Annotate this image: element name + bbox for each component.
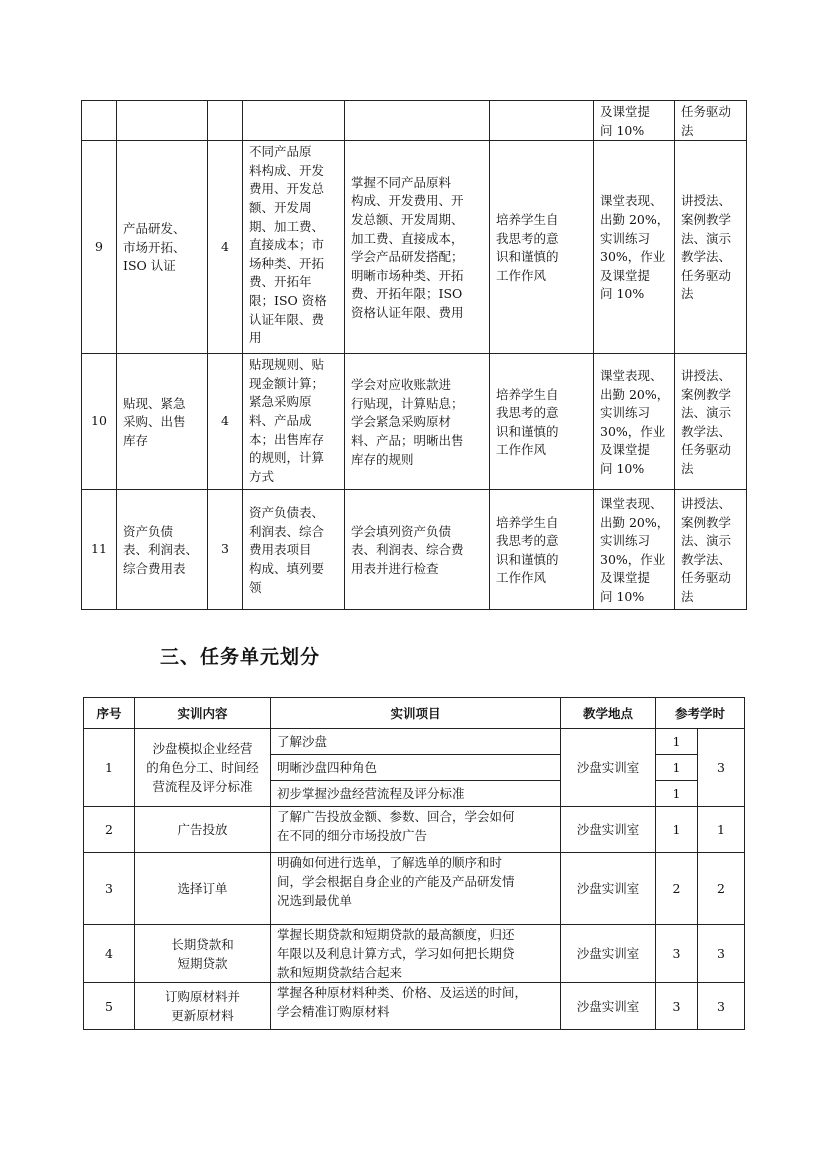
cell-empty (82, 101, 117, 141)
text-line: 直接成本；市 (249, 237, 325, 253)
text-line: 出勤 20%， (600, 514, 670, 530)
content-cell (243, 141, 345, 354)
cell-empty (243, 101, 345, 141)
text-line: 实训练习 (600, 230, 651, 246)
text-line: 教学法、 (681, 551, 732, 567)
cell-empty (490, 101, 594, 141)
method-cell (675, 141, 747, 354)
unit-name-cell (117, 490, 208, 610)
text-line: 法 (681, 460, 694, 476)
text-line: 学会产品研发搭配； (351, 249, 464, 265)
text-line: 学会紧急采购原材 (351, 414, 452, 430)
seq-cell: 2 (84, 807, 135, 853)
text-line: 培养学生自 (496, 386, 559, 402)
project-cell: 了解沙盘 (271, 729, 561, 755)
text-line: 学会对应收账款进 (351, 377, 452, 393)
text-line: 课堂表现、 (600, 495, 663, 511)
text-line: 案例教学 (681, 386, 732, 402)
content-cell (135, 983, 271, 1030)
hours-cell: 1 (656, 729, 698, 755)
text-line: 费、开拓年限；ISO (351, 286, 463, 302)
header-content: 实训内容 (135, 698, 271, 729)
unit-name-cell (117, 354, 208, 490)
hours-cell: 4 (208, 141, 243, 354)
text-line: 额、开发周 (249, 199, 312, 215)
content-cell (135, 729, 271, 807)
text-line: 30%，作业 (600, 423, 666, 439)
text-line: 识和谨慎的 (496, 249, 559, 265)
text-line: 课堂表现、 (600, 193, 663, 209)
cell-empty (345, 101, 490, 141)
text-line: 案例教学 (681, 212, 732, 227)
seq-cell: 9 (82, 141, 117, 354)
text-line: 问 10% (600, 122, 645, 138)
text-line: 讲授法、 (681, 193, 732, 209)
text-line: 贴现、紧急 (123, 395, 186, 411)
text-line: 问 10% (600, 286, 645, 302)
text-line: 30%，作业 (600, 551, 666, 567)
text-line: 选择订单 (177, 881, 228, 896)
content-cell (135, 807, 271, 853)
text-line: 构成、填列要 (249, 560, 325, 576)
text-line: 采购、出售 (123, 414, 186, 430)
text-line: 课堂表现、 (600, 367, 663, 383)
header-location: 教学地点 (561, 698, 656, 729)
text-line: 及课堂提 (600, 570, 651, 586)
quality-cell (490, 490, 594, 610)
table-row-continued (82, 101, 747, 141)
text-line: 用 (249, 330, 262, 346)
hours-cell: 3 (208, 490, 243, 610)
text-line: 认证年限、费 (249, 311, 325, 327)
text-line: 资产负债表、 (249, 505, 325, 521)
hours-cell: 2 (656, 853, 698, 925)
text-line: 料、产品；明晰出售 (351, 432, 464, 448)
task-unit-table (83, 697, 745, 1030)
text-line: 讲授法、 (681, 367, 732, 383)
total-hours-cell: 3 (698, 983, 745, 1030)
quality-cell (490, 354, 594, 490)
text-line: 加工费、直接成本， (351, 230, 464, 246)
hours-cell: 3 (656, 925, 698, 983)
seq-cell: 3 (84, 853, 135, 925)
text-line: 更新原材料 (171, 1008, 234, 1023)
content-cell (135, 925, 271, 983)
project-cell (271, 925, 561, 983)
seq-cell: 5 (84, 983, 135, 1030)
text-line: 的规则，计算 (249, 450, 325, 466)
text-line: 及课堂提 (600, 267, 651, 283)
text-line: 费用表项目 (249, 542, 312, 558)
cell-empty (117, 101, 208, 141)
text-line: 实训练习 (600, 533, 651, 549)
text-line: 资产负债 (123, 523, 174, 539)
text-line: 费、开拓年 (249, 274, 312, 290)
table-row (82, 354, 747, 490)
method-cell (675, 101, 747, 141)
text-line: 紧急采购原 (249, 394, 312, 410)
table-header-row (84, 698, 745, 729)
text-line: 法、演示 (681, 230, 732, 246)
text-line: 短期贷款 (177, 955, 228, 971)
text-line: 任务驱动 (681, 267, 732, 283)
table-row (84, 983, 745, 1030)
content-cell (243, 490, 345, 610)
text-line: ISO 认证 (123, 258, 176, 274)
text-line: 沙盘模拟企业经营 (152, 741, 253, 756)
text-line: 库存的规则 (351, 451, 414, 467)
text-line: 讲授法、 (681, 495, 732, 511)
table-row (84, 853, 745, 925)
hours-cell: 3 (656, 983, 698, 1030)
seq-cell: 11 (82, 490, 117, 610)
seq-cell: 1 (84, 729, 135, 807)
text-line: 产品研发、 (123, 221, 186, 237)
text-line: 款和短期贷款结合起来 (277, 965, 403, 980)
text-line: 问 10% (600, 588, 645, 604)
eval-cell (594, 354, 675, 490)
text-line: 方式 (249, 468, 275, 484)
method-cell (675, 490, 747, 610)
project-cell (271, 853, 561, 925)
eval-cell (594, 490, 675, 610)
project-cell (271, 983, 561, 1030)
hours-cell: 1 (656, 755, 698, 781)
text-line: 实训练习 (600, 405, 651, 421)
text-line: 我思考的意 (496, 533, 559, 549)
total-hours-cell: 2 (698, 853, 745, 925)
method-cell (675, 354, 747, 490)
text-line: 识和谨慎的 (496, 551, 559, 567)
text-line: 本；出售库存 (249, 431, 325, 447)
text-line: 行贴现，计算贴息； (351, 395, 464, 411)
text-line: 任务驱动 (681, 104, 732, 119)
text-line: 及课堂提 (600, 442, 651, 458)
location-cell: 沙盘实训室 (561, 925, 656, 983)
eval-cell (594, 141, 675, 354)
table-row (84, 925, 745, 983)
text-line: 30%，作业 (600, 249, 666, 265)
text-line: 工作作风 (496, 267, 547, 283)
hours-cell: 1 (656, 781, 698, 807)
text-line: 识和谨慎的 (496, 423, 559, 439)
text-line: 了解广告投放金额、参数、回合，学会如何 (277, 809, 515, 824)
content-cell (135, 853, 271, 925)
text-line: 明晰市场种类、开拓 (351, 267, 464, 283)
text-line: 发总额、开发周期、 (351, 212, 464, 227)
text-line: 料构成、开发 (249, 162, 325, 178)
text-line: 法 (681, 286, 694, 302)
text-line: 的角色分工、时间经 (146, 760, 259, 775)
total-hours-cell: 1 (698, 807, 745, 853)
text-line: 法、演示 (681, 405, 732, 421)
text-line: 市场开拓、 (123, 239, 186, 255)
header-seq: 序号 (84, 698, 135, 729)
text-line: 在不同的细分市场投放广告 (277, 828, 428, 843)
table-row (82, 490, 747, 610)
goal-cell (345, 141, 490, 354)
text-line: 任务驱动 (681, 570, 732, 586)
section-title: 三、任务单元划分 (160, 646, 321, 668)
unit-name-cell (117, 141, 208, 354)
text-line: 资格认证年限、费用 (351, 304, 464, 320)
text-line: 间，学会根据自身企业的产能及产品研发情 (277, 874, 515, 889)
project-cell: 明晰沙盘四种角色 (271, 755, 561, 781)
text-line: 掌握不同产品原料 (351, 174, 452, 190)
text-line: 学会精准订购原材料 (277, 1004, 390, 1019)
location-cell: 沙盘实训室 (561, 853, 656, 925)
text-line: 表、利润表、 (123, 542, 199, 558)
text-line: 况选到最优单 (277, 893, 353, 908)
text-line: 教学法、 (681, 423, 732, 439)
quality-cell (490, 141, 594, 354)
text-line: 掌握各种原材料种类、价格、及运送的时间， (277, 985, 528, 1000)
hours-cell: 1 (656, 807, 698, 853)
text-line: 不同产品原 (249, 144, 312, 160)
location-cell: 沙盘实训室 (561, 983, 656, 1030)
text-line: 法 (681, 588, 694, 604)
table-row (84, 729, 745, 755)
text-line: 法、演示 (681, 533, 732, 549)
text-line: 营流程及评分标准 (152, 779, 253, 794)
text-line: 及课堂提 (600, 104, 651, 119)
content-cell (243, 354, 345, 490)
project-cell: 初步掌握沙盘经营流程及评分标准 (271, 781, 561, 807)
text-line: 出勤 20%， (600, 212, 670, 227)
text-line: 长期贷款和 (171, 936, 234, 952)
text-line: 领 (249, 579, 262, 595)
text-line: 订购原材料并 (164, 989, 240, 1004)
text-line: 培养学生自 (496, 514, 559, 530)
hours-cell: 4 (208, 354, 243, 490)
text-line: 法 (681, 122, 694, 138)
text-line: 学会填列资产负债 (351, 523, 452, 539)
eval-cell (594, 101, 675, 141)
text-line: 表、利润表、综合费 (351, 542, 464, 558)
location-cell: 沙盘实训室 (561, 807, 656, 853)
text-line: 场种类、开拓 (249, 255, 325, 271)
text-line: 现金额计算； (249, 375, 325, 391)
table-row (82, 141, 747, 354)
project-cell (271, 807, 561, 853)
text-line: 工作作风 (496, 442, 547, 458)
total-hours-cell: 3 (698, 925, 745, 983)
text-line: 出勤 20%， (600, 386, 670, 402)
text-line: 我思考的意 (496, 230, 559, 246)
text-line: 料、产品成 (249, 412, 312, 428)
cell-empty (208, 101, 243, 141)
course-content-table (81, 100, 747, 610)
text-line: 用表并进行检查 (351, 560, 439, 576)
text-line: 我思考的意 (496, 405, 559, 421)
goal-cell (345, 490, 490, 610)
text-line: 利润表、综合 (249, 523, 325, 539)
text-line: 费用、开发总 (249, 181, 325, 197)
text-line: 限；ISO 资格 (249, 292, 327, 308)
table-row (84, 807, 745, 853)
text-line: 工作作风 (496, 570, 547, 586)
text-line: 构成、开发费用、开 (351, 193, 464, 209)
seq-cell: 10 (82, 354, 117, 490)
text-line: 问 10% (600, 460, 645, 476)
text-line: 任务驱动 (681, 442, 732, 458)
text-line: 明确如何进行选单，了解选单的顺序和时 (277, 855, 503, 870)
location-cell: 沙盘实训室 (561, 729, 656, 807)
header-hours: 参考学时 (656, 698, 745, 729)
seq-cell: 4 (84, 925, 135, 983)
text-line: 掌握长期贷款和短期贷款的最高额度，归还 (277, 927, 515, 942)
goal-cell (345, 354, 490, 490)
text-line: 广告投放 (177, 822, 228, 837)
text-line: 案例教学 (681, 514, 732, 530)
total-hours-cell: 3 (698, 729, 745, 807)
text-line: 期、加工费、 (249, 218, 325, 234)
text-line: 培养学生自 (496, 212, 559, 227)
text-line: 贴现规则、贴 (249, 357, 325, 373)
text-line: 年限以及利息计算方式，学习如何把长期贷 (277, 946, 515, 961)
text-line: 教学法、 (681, 249, 732, 265)
header-project: 实训项目 (271, 698, 561, 729)
text-line: 库存 (123, 432, 149, 448)
text-line: 综合费用表 (123, 560, 186, 576)
